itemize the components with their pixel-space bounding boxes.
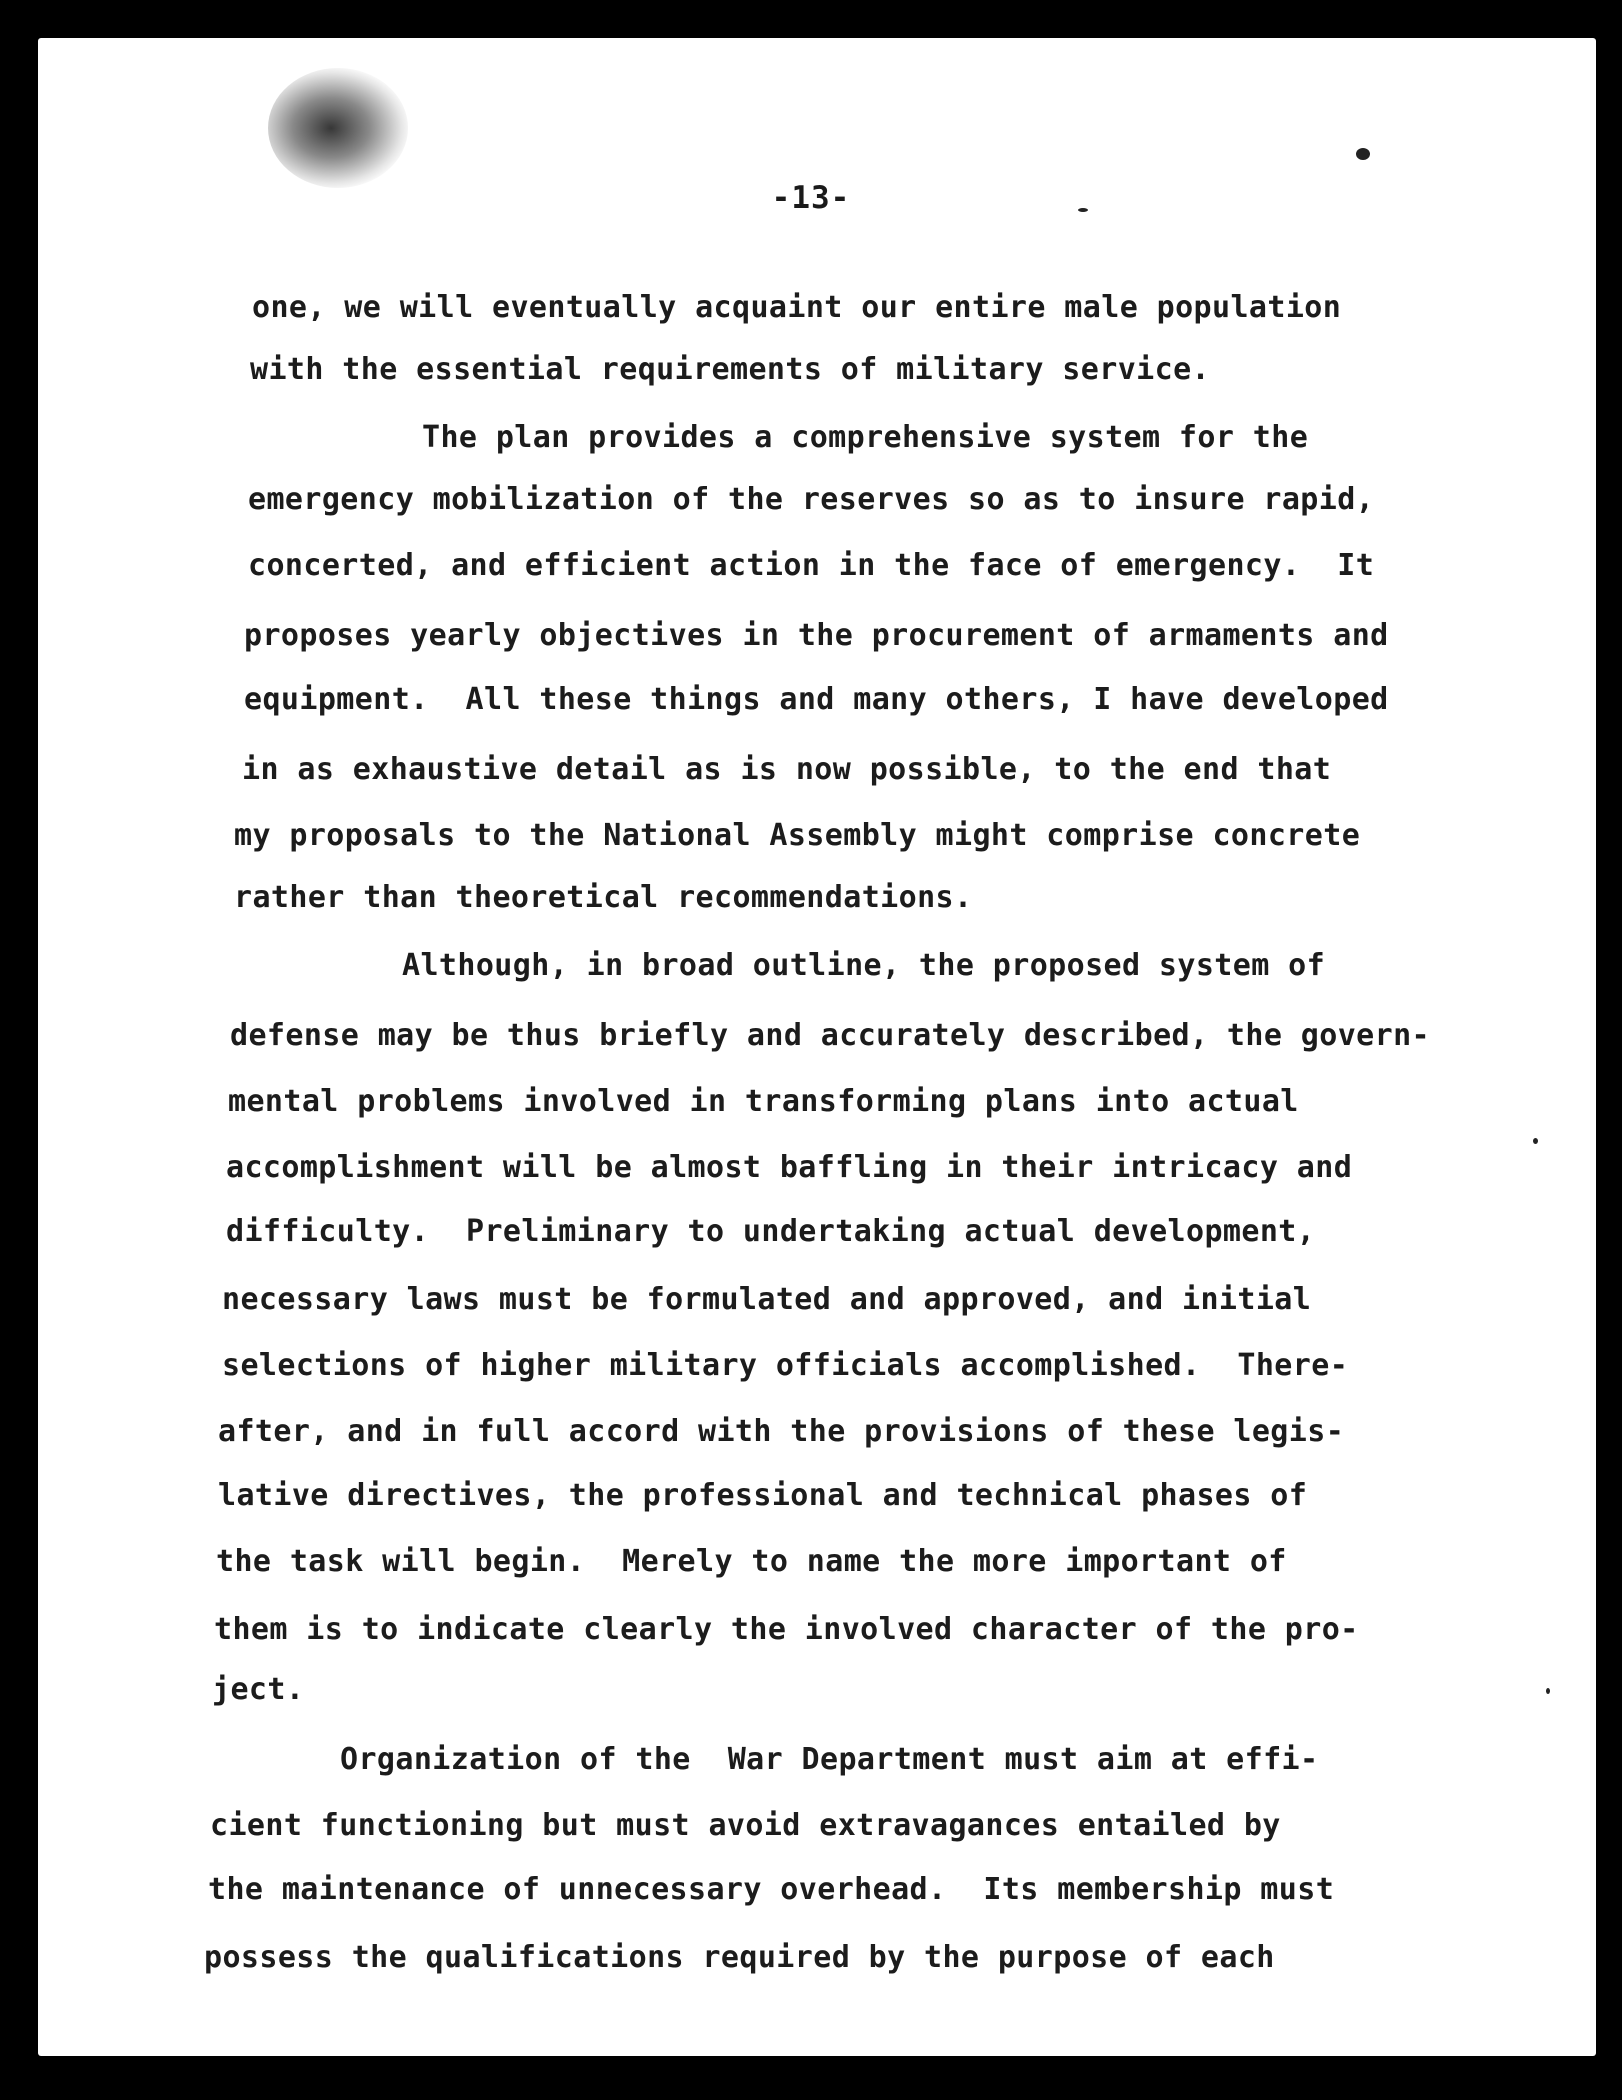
text-line: possess the qualifications required by the purpose of each — [204, 1940, 1275, 1975]
text-line: ject. — [212, 1672, 305, 1707]
text-line: necessary laws must be formulated and approved, and initial — [222, 1282, 1312, 1317]
text-line: concerted, and efficient action in the face of emergency. It — [248, 548, 1375, 583]
text-line: the task will begin. Merely to name the more important of — [216, 1544, 1287, 1579]
text-line: the maintenance of unnecessary overhead. Its membership must — [208, 1872, 1335, 1907]
text-line: defense may be thus briefly and accurately described, the govern- — [230, 1018, 1430, 1053]
text-line: one, we will eventually acquaint our entire male population — [252, 290, 1342, 325]
text-line: after, and in full accord with the provisions of these legis- — [218, 1414, 1345, 1449]
text-line: difficulty. Preliminary to undertaking actual development, — [226, 1214, 1316, 1249]
text-line: emergency mobilization of the reserves so as to insure rapid, — [248, 482, 1375, 517]
text-line: rather than theoretical recommendations. — [234, 880, 973, 915]
ink-smudge — [268, 68, 408, 188]
text-line: them is to indicate clearly the involved character of the pro- — [214, 1612, 1359, 1647]
text-line: my proposals to the National Assembly might comprise concrete — [234, 818, 1361, 853]
speck — [1533, 1138, 1538, 1144]
speck — [1356, 148, 1370, 160]
text-line: accomplishment will be almost baffling in their intricacy and — [226, 1150, 1353, 1185]
text-line: in as exhaustive detail as is now possible, to the end that — [242, 752, 1332, 787]
page-number: -13- — [771, 180, 851, 216]
text-line: Organization of the War Department must aim at effi- — [340, 1742, 1319, 1777]
text-line: lative directives, the professional and technical phases of — [218, 1478, 1308, 1513]
speck — [1546, 1688, 1550, 1694]
text-line: proposes yearly objectives in the procurement of armaments and — [244, 618, 1389, 653]
text-line: with the essential requirements of military service. — [250, 352, 1210, 387]
text-line: Although, in broad outline, the proposed system of — [402, 948, 1326, 983]
text-line: equipment. All these things and many others, I have developed — [244, 682, 1389, 717]
text-line: The plan provides a comprehensive system for the — [422, 420, 1309, 455]
text-line: selections of higher military officials accomplished. There- — [222, 1348, 1349, 1383]
text-line: mental problems involved in transforming plans into actual — [228, 1084, 1299, 1119]
text-line: cient functioning but must avoid extravagances entailed by — [210, 1808, 1281, 1843]
